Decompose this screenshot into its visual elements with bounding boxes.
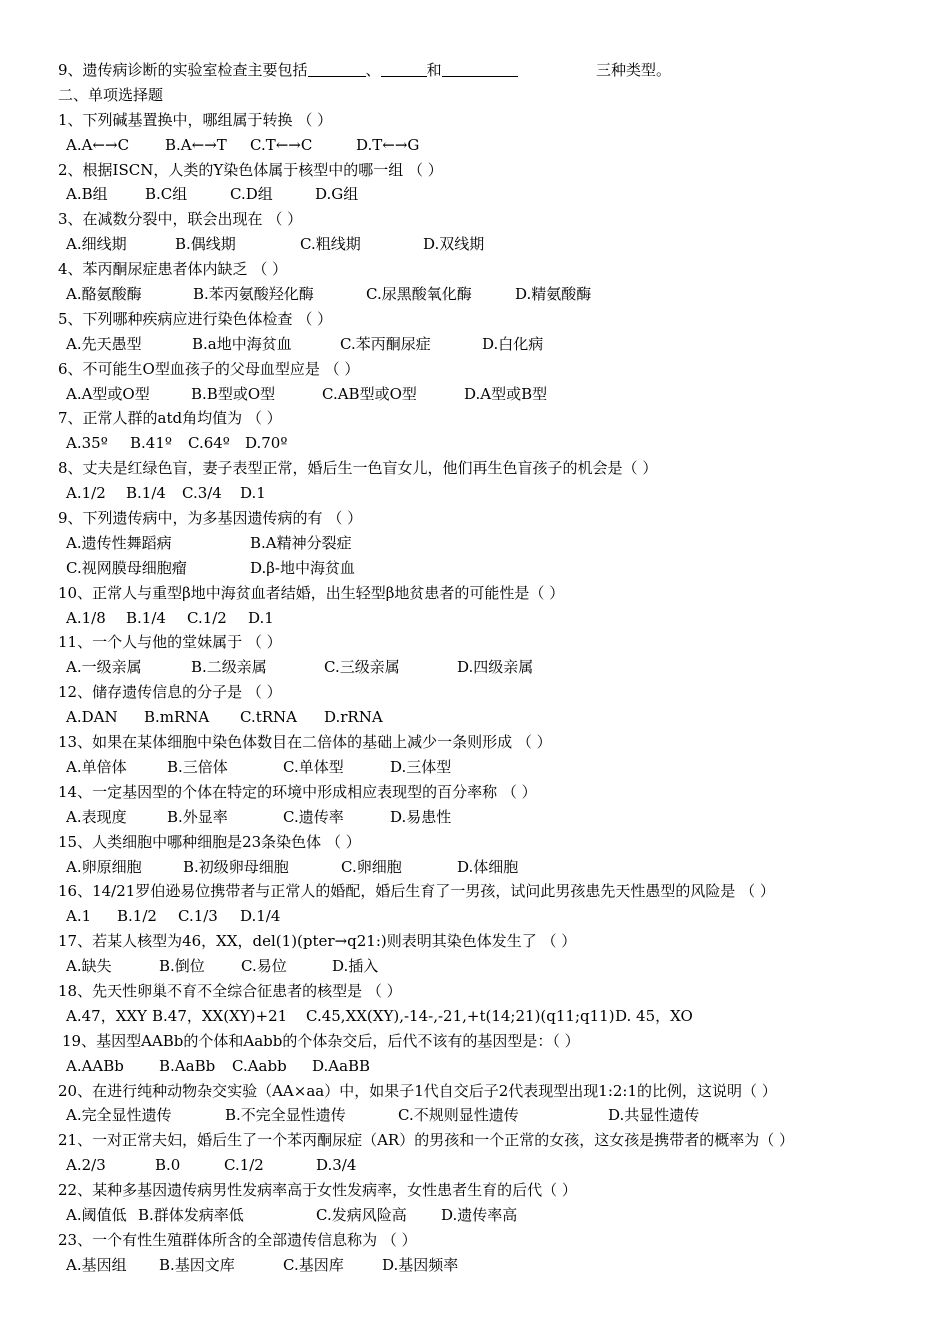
option-c[interactable]: C.发病风险高 — [316, 1205, 407, 1224]
option-d[interactable]: D.基因频率 — [382, 1255, 459, 1274]
option-a[interactable]: A.遗传性舞蹈病 — [66, 533, 172, 552]
option-d[interactable]: D.G组 — [315, 185, 359, 204]
answer-blank-2[interactable] — [381, 62, 427, 77]
option-row — [0, 1103, 950, 1128]
option-a[interactable]: A.细线期 — [66, 235, 127, 254]
option-b[interactable]: B.C组 — [145, 185, 188, 204]
question-stem: 2、根据ISCN，人类的Y染色体属于核型中的哪一组 （ ） — [58, 160, 443, 179]
option-a[interactable]: A.单倍体 — [66, 757, 127, 776]
option-c[interactable]: C.易位 — [241, 957, 287, 976]
question-stem: 1、下列碱基置换中，哪组属于转换 （ ） — [58, 110, 333, 129]
option-b[interactable]: B.0 — [155, 1156, 181, 1175]
option-c[interactable]: C.1/3 — [178, 907, 218, 926]
option-d[interactable]: D.AaBB — [312, 1056, 371, 1075]
option-b[interactable]: B.不完全显性遗传 — [225, 1106, 346, 1125]
option-row — [0, 1054, 950, 1079]
option-row — [0, 556, 950, 581]
option-a[interactable]: A.基因组 — [66, 1255, 127, 1274]
option-c[interactable]: C.45,XX(XY),-14-,-21,+t(14;21)(q11;q11) — [306, 1006, 615, 1025]
option-c[interactable]: C.视网膜母细胞瘤 — [66, 558, 187, 577]
option-b[interactable]: B.A←→T — [165, 135, 227, 154]
option-a[interactable]: A.A←→C — [66, 135, 130, 154]
fill-question-9 — [0, 58, 950, 83]
option-row — [0, 182, 950, 207]
question-stem: 18、先天性卵巢不育不全综合征患者的核型是 （ ） — [58, 981, 402, 1000]
option-row — [0, 805, 950, 830]
option-d[interactable]: D.共显性遗传 — [608, 1106, 700, 1125]
option-d[interactable]: D.精氨酸酶 — [515, 285, 592, 304]
option-row — [0, 1004, 950, 1029]
option-c[interactable]: C.Aabb — [232, 1056, 287, 1075]
option-a[interactable]: A.完全显性遗传 — [66, 1106, 172, 1125]
option-d[interactable]: D.rRNA — [324, 708, 383, 727]
answer-blank-1[interactable] — [308, 62, 366, 77]
option-a[interactable]: A.A型或O型 — [66, 384, 150, 403]
question-stem: 4、苯丙酮尿症患者体内缺乏 （ ） — [58, 260, 288, 279]
option-b[interactable]: B.偶线期 — [175, 235, 236, 254]
option-d[interactable]: D.β-地中海贫血 — [250, 558, 356, 577]
option-a[interactable]: A.先天愚型 — [66, 334, 142, 353]
fill-question-suffix: 三种类型。 — [596, 61, 672, 79]
question-stem: 16、14/21罗伯逊易位携带者与正常人的婚配，婚后生育了一男孩，试问此男孩患先天性愚型的风险是 （ ） — [58, 882, 775, 901]
question-stem: 6、不可能生O型血孩子的父母血型应是 （ ） — [58, 359, 360, 378]
option-b[interactable]: B.二级亲属 — [191, 658, 267, 677]
option-b[interactable]: B.苯丙氨酸羟化酶 — [193, 285, 314, 304]
question-stem: 23、一个有性生殖群体所含的全部遗传信息称为 （ ） — [58, 1230, 417, 1249]
option-a[interactable]: A.DAN — [66, 708, 118, 727]
question-stem: 19、基因型AABb的个体和Aabb的个体杂交后，后代不该有的基因型是：（ ） — [62, 1031, 580, 1050]
option-a[interactable]: A.47，XXY — [66, 1006, 147, 1025]
option-d[interactable]: D.1 — [240, 484, 266, 503]
option-b[interactable]: B.倒位 — [159, 957, 205, 976]
option-row — [0, 133, 950, 158]
option-d[interactable]: D.双线期 — [423, 235, 485, 254]
option-d[interactable]: D.A型或B型 — [464, 384, 548, 403]
option-d[interactable]: D.1/4 — [240, 907, 281, 926]
option-b[interactable]: B.外显率 — [167, 807, 228, 826]
option-row — [0, 481, 950, 506]
option-a[interactable]: A.表现度 — [66, 807, 127, 826]
option-row — [0, 1203, 950, 1228]
option-c[interactable]: C.尿黑酸氧化酶 — [366, 285, 472, 304]
option-b[interactable]: B.41º — [130, 434, 172, 453]
question-stem: 22、某种多基因遗传病男性发病率高于女性发病率，女性患者生育的后代（ ） — [58, 1181, 577, 1200]
option-b[interactable]: B.1/4 — [126, 608, 166, 627]
option-d[interactable]: D.3/4 — [316, 1156, 357, 1175]
option-b[interactable]: B.AaBb — [159, 1056, 216, 1075]
option-d[interactable]: D.易患性 — [390, 807, 452, 826]
question-stem: 9、下列遗传病中，为多基因遗传病的有 （ ） — [58, 509, 363, 528]
question-list — [0, 108, 950, 1278]
option-c[interactable]: C.三级亲属 — [324, 658, 400, 677]
option-a[interactable]: A.B组 — [66, 185, 108, 204]
option-row — [0, 855, 950, 880]
option-c[interactable]: C.单体型 — [283, 757, 344, 776]
option-row — [0, 705, 950, 730]
option-row — [0, 282, 950, 307]
option-a[interactable]: A.35º — [66, 434, 108, 453]
option-d[interactable]: D.三体型 — [390, 757, 452, 776]
option-d[interactable]: D.70º — [245, 434, 288, 453]
option-b[interactable]: B.B型或O型 — [191, 384, 276, 403]
option-row — [0, 655, 950, 680]
question-stem: 12、储存遗传信息的分子是 （ ） — [58, 683, 282, 702]
question-stem: 7、正常人群的atd角均值为 （ ） — [58, 409, 282, 428]
option-b[interactable]: B.1/4 — [126, 484, 166, 503]
option-a[interactable]: A.1/2 — [66, 484, 106, 503]
option-c[interactable]: C.64º — [188, 434, 230, 453]
option-b[interactable]: B.三倍体 — [167, 757, 228, 776]
option-d[interactable]: D.T←→G — [356, 135, 420, 154]
option-a[interactable]: A.2/3 — [66, 1156, 106, 1175]
option-d[interactable]: D.遗传率高 — [441, 1205, 518, 1224]
fill-question-prefix: 9、遗传病诊断的实验室检查主要包括 — [58, 61, 308, 79]
option-row — [0, 904, 950, 929]
option-row — [0, 431, 950, 456]
option-c[interactable]: C.1/2 — [187, 608, 227, 627]
option-a[interactable]: A.酪氨酸酶 — [66, 285, 142, 304]
option-d[interactable]: D.体细胞 — [457, 857, 519, 876]
option-row — [0, 606, 950, 631]
option-c[interactable]: C.基因库 — [283, 1255, 344, 1274]
option-a[interactable]: A.1 — [66, 907, 92, 926]
option-row — [0, 1153, 950, 1178]
option-b[interactable]: B.a地中海贫血 — [192, 334, 292, 353]
option-a[interactable]: A.一级亲属 — [66, 658, 142, 677]
option-c[interactable]: C.卵细胞 — [341, 857, 402, 876]
question-stem: 17、若某人核型为46，XX，del(1)(pter→q21:)则表明其染色体发生了 （ ） — [58, 932, 577, 951]
option-c[interactable]: C.AB型或O型 — [322, 384, 417, 403]
question-stem: 8、丈夫是红绿色盲，妻子表型正常，婚后生一色盲女儿，他们再生色盲孩子的机会是（ ） — [58, 459, 658, 478]
option-d[interactable]: D.四级亲属 — [457, 658, 534, 677]
question-stem: 15、人类细胞中哪种细胞是23条染色体 （ ） — [58, 832, 361, 851]
option-a[interactable]: A.缺失 — [66, 957, 112, 976]
option-b[interactable]: B.1/2 — [117, 907, 157, 926]
option-c[interactable]: C.tRNA — [240, 708, 297, 727]
question-stem: 21、一对正常夫妇，婚后生了一个苯丙酮尿症（AR）的男孩和一个正常的女孩，这女孩是携带者的概率为（ ） — [58, 1131, 794, 1150]
option-c[interactable]: C.不规则显性遗传 — [398, 1106, 519, 1125]
fill-question-sep1: 、 — [365, 61, 381, 79]
fill-question-sep2: 和 — [426, 61, 442, 79]
question-stem: 20、在进行纯种动物杂交实验（AA×aa）中，如果子1代自交后子2代表现型出现1:2:1的比例，这说明（ ） — [58, 1081, 777, 1100]
exam-page — [0, 58, 950, 1278]
option-b[interactable]: B.基因文库 — [159, 1255, 235, 1274]
option-c[interactable]: C.T←→C — [250, 135, 313, 154]
answer-blank-3[interactable] — [442, 62, 518, 77]
option-b[interactable]: B.mRNA — [144, 708, 210, 727]
option-b[interactable]: B.47，XX(XY)+21 — [152, 1006, 288, 1025]
option-d[interactable]: D. 45，XO — [615, 1006, 693, 1025]
option-c[interactable]: C.粗线期 — [300, 235, 361, 254]
option-a[interactable]: A.1/8 — [66, 608, 106, 627]
question-stem: 13、如果在某体细胞中染色体数目在二倍体的基础上减少一条则形成 （ ） — [58, 733, 552, 752]
option-c[interactable]: C.1/2 — [224, 1156, 264, 1175]
option-b[interactable]: B.群体发病率低 — [138, 1205, 244, 1224]
option-row — [0, 954, 950, 979]
option-a[interactable]: A.卵原细胞 — [66, 857, 142, 876]
question-stem: 5、下列哪种疾病应进行染色体检查 （ ） — [58, 309, 333, 328]
option-row — [0, 755, 950, 780]
option-row — [0, 382, 950, 407]
section-title: 二、单项选择题 — [58, 85, 164, 104]
option-c[interactable]: C.苯丙酮尿症 — [340, 334, 431, 353]
option-d[interactable]: D.白化病 — [482, 334, 544, 353]
question-stem: 3、在减数分裂中，联会出现在 （ ） — [58, 210, 303, 229]
option-a[interactable]: A.AABb — [66, 1056, 124, 1075]
option-a[interactable]: A.阈值低 — [66, 1205, 127, 1224]
question-stem: 10、正常人与重型β地中海贫血者结婚，出生轻型β地贫患者的可能性是（ ） — [58, 583, 565, 602]
option-b[interactable]: B.A精神分裂症 — [250, 533, 352, 552]
option-row — [0, 531, 950, 556]
option-row — [0, 1253, 950, 1278]
question-stem: 11、一个人与他的堂妹属于 （ ） — [58, 633, 282, 652]
option-row — [0, 232, 950, 257]
option-b[interactable]: B.初级卵母细胞 — [183, 857, 289, 876]
option-c[interactable]: C.3/4 — [182, 484, 222, 503]
option-d[interactable]: D.插入 — [332, 957, 379, 976]
option-d[interactable]: D.1 — [248, 608, 274, 627]
option-c[interactable]: C.D组 — [230, 185, 273, 204]
option-c[interactable]: C.遗传率 — [283, 807, 344, 826]
option-row — [0, 332, 950, 357]
question-stem: 14、一定基因型的个体在特定的环境中形成相应表现型的百分率称 （ ） — [58, 782, 537, 801]
